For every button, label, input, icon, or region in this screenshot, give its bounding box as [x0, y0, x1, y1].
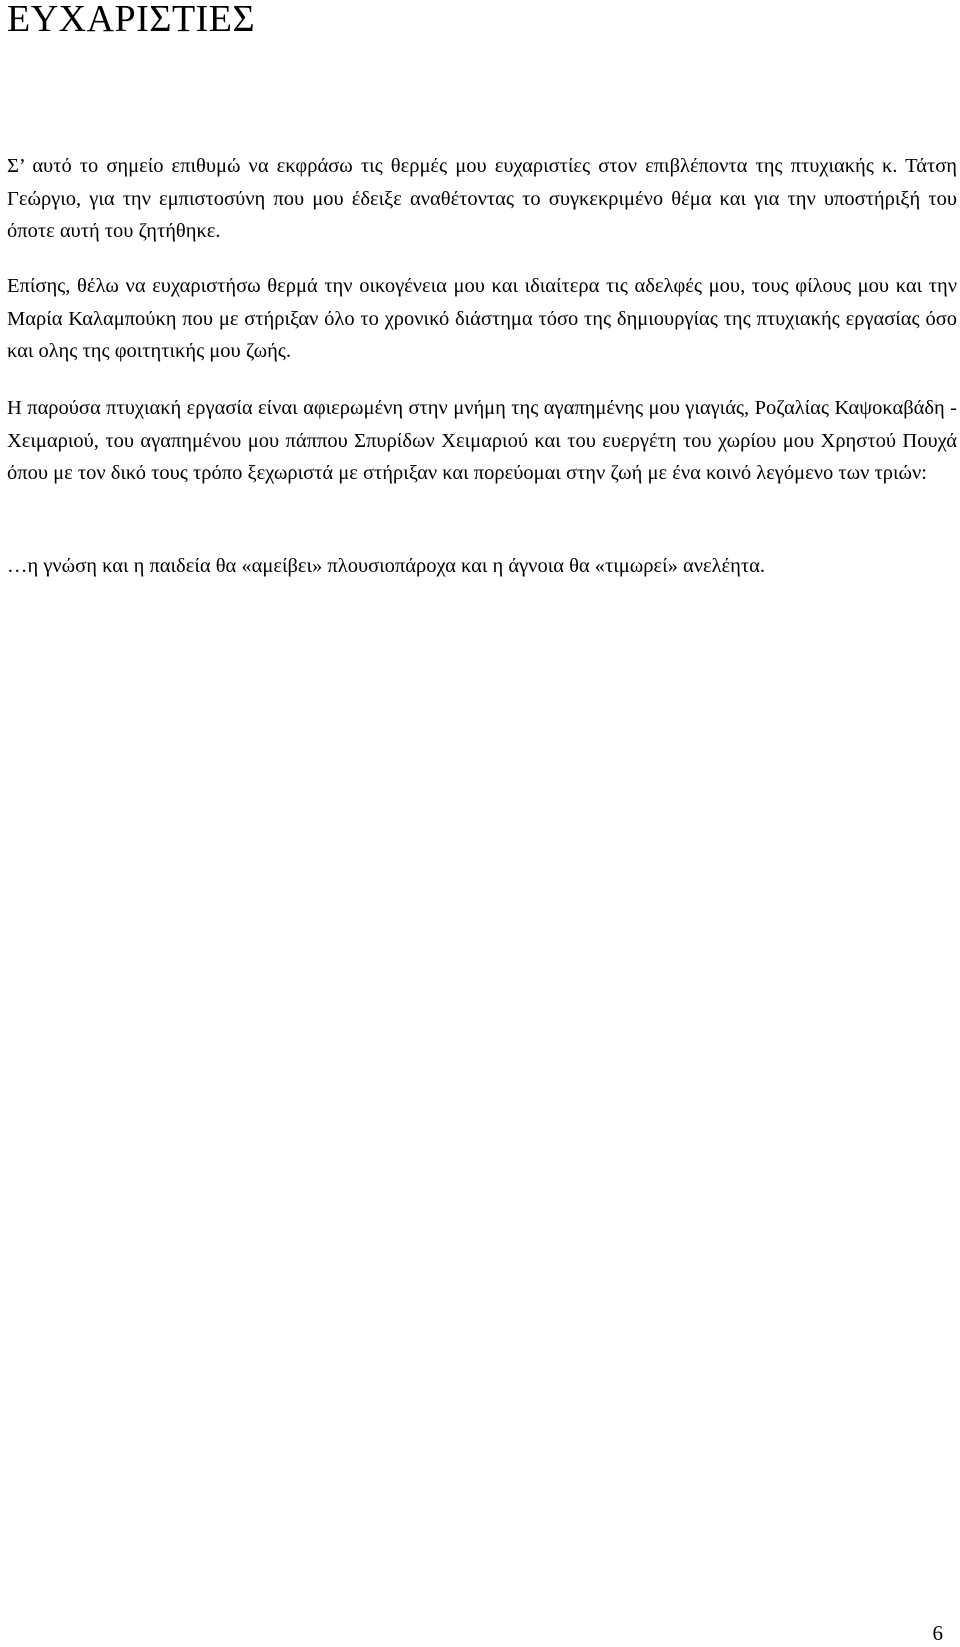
- paragraph-quote: …η γνώση και η παιδεία θα «αμείβει» πλουσιοπάροχα και η άγνοια θα «τιμωρεί» ανελέητα.: [7, 555, 765, 577]
- paragraph-thanks-supervisor: Σ’ αυτό το σημείο επιθυμώ να εκφράσω τις θερμές μου ευχαριστίες στον επιβλέποντα της πτυχιακής κ. Τάτση Γεώργιο, για την εμπιστοσύνη που μου έδειξε αναθέτοντας το συγκεκριμένο θέμα και για την υποστήριξή του όποτε αυτή του ζητήθηκε.: [7, 155, 957, 242]
- page-number: 6: [932, 1621, 943, 1645]
- paragraph-dedication: Η παρούσα πτυχιακή εργασία είναι αφιερωμένη στην μνήμη της αγαπημένης μου γιαγιάς, Ροζαλίας Καψοκαβάδη - Χειμαριού, του αγαπημένου μου πάππου Σπυρίδων Χειμαριού και του ευεργέτη του χωρίου μου Χρηστού Πουχά όπου με τον δικό τους τρόπο ξεχωριστά με στήριξαν και πορεύομαι στην ζωή με ένα κοινό λεγόμενο των τριών:: [7, 397, 957, 484]
- paragraph-thanks-family: Επίσης, θέλω να ευχαριστήσω θερμά την οικογένεια μου και ιδιαίτερα τις αδελφές μου, τους φίλους μου και την Μαρία Καλαμπούκη που με στήριξαν όλο το χρονικό διάστημα τόσο της δημιουργίας της πτυχιακής εργασίας όσο και ολης της φοιτητικής μου ζωής.: [7, 275, 957, 362]
- document-page: [7, 0, 957, 577]
- page-title: ΕΥΧΑΡΙΣΤΙΕΣ: [7, 0, 256, 40]
